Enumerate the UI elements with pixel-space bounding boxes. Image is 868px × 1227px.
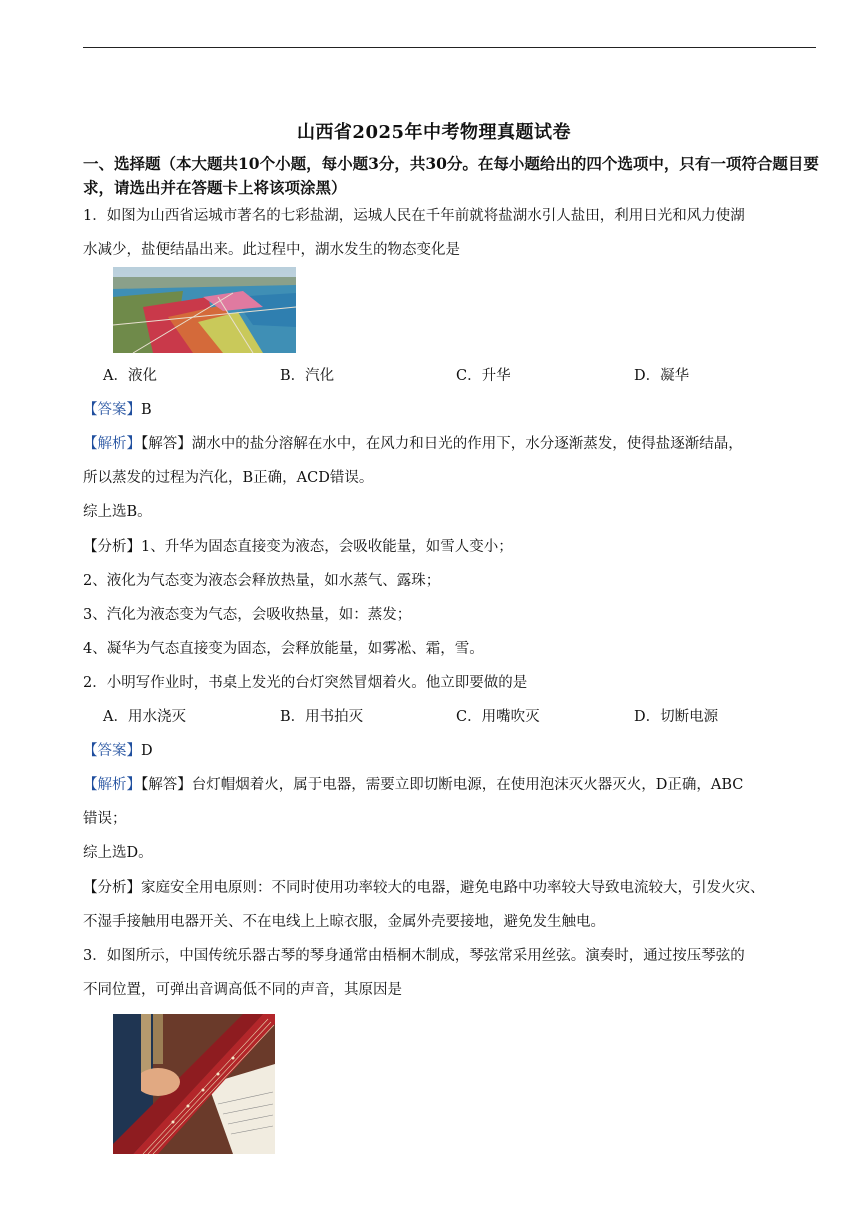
- q1-note-4: 4、凝华为气态直接变为固态，会释放能量，如雾凇、霜，雪。: [83, 641, 484, 657]
- q1-option-a: A．液化: [103, 368, 157, 384]
- q3-stem-line2: 不同位置，可弹出音调高低不同的声音，其原因是: [83, 982, 402, 998]
- salt-lake-photo: [113, 267, 296, 353]
- q1-solution-line1: 【解析】【解答】湖水中的盐分溶解在水中，在风力和日光的作用下，水分逐渐蒸发，使得盐逐渐结晶，: [83, 436, 743, 452]
- q2-solution-line2: 错误；: [83, 811, 127, 827]
- answer-tag: 【答案】: [83, 743, 141, 759]
- q2-note-1: 【分析】家庭安全用电原则：不同时使用功率较大的电器，避免电路中功率较大导致电流较大，引发火灾、: [83, 880, 765, 896]
- header-rule: [83, 47, 816, 48]
- q1-solution-line2: 所以蒸发的过程为汽化，B正确，ACD错误。: [83, 470, 374, 486]
- q2-option-b: B．用书拍灭: [280, 709, 364, 725]
- section-header: 一、选择题（本大题共10个小题，每小题3分，共30分。在每小题给出的四个选项中，只有一项符合题目要求，请选出并在答题卡上将该项涂黑）: [83, 154, 819, 197]
- q1-note-3: 3、汽化为液态变为气态，会吸收热量，如：蒸发；: [83, 607, 412, 623]
- guqin-photo: [113, 1014, 275, 1154]
- q1-note-2: 2、液化为气态变为液态会释放热量，如水蒸气、露珠；: [83, 573, 441, 589]
- q2-note-2: 不湿手接触用电器开关、不在电线上上晾衣服，金属外壳要接地，避免发生触电。: [83, 914, 605, 930]
- q1-option-d: D．凝华: [634, 368, 690, 384]
- q1-conclusion: 综上选B。: [83, 504, 152, 520]
- page-title: 山西省2025年中考物理真题试卷: [296, 122, 572, 143]
- q2-stem-line1: 2．小明写作业时，书桌上发光的台灯突然冒烟着火。他立即要做的是: [83, 675, 528, 691]
- q1-option-b: B．汽化: [280, 368, 335, 384]
- q2-option-a: A．用水浇灭: [103, 709, 186, 725]
- q1-stem-line2: 水减少，盐便结晶出来。此过程中，湖水发生的物态变化是: [83, 242, 460, 258]
- analysis-tag: 【解析】: [83, 436, 141, 452]
- q2-option-d: D．切断电源: [634, 709, 719, 725]
- q1-answer: 【答案】B: [83, 402, 152, 418]
- q2-answer: 【答案】D: [83, 743, 153, 759]
- analysis-tag: 【解析】: [83, 777, 141, 793]
- q1-note-1: 【分析】1、升华为固态直接变为液态，会吸收能量，如雪人变小；: [83, 539, 513, 555]
- q2-conclusion: 综上选D。: [83, 845, 153, 861]
- q1-option-c: C．升华: [456, 368, 511, 384]
- q2-solution-line1: 【解析】【解答】台灯帽烟着火，属于电器，需要立即切断电源，在使用泡沫灭火器灭火，D正确，ABC: [83, 777, 744, 793]
- answer-tag: 【答案】: [83, 402, 141, 418]
- q3-stem-line1: 3．如图所示，中国传统乐器古琴的琴身通常由梧桐木制成，琴弦常采用丝弦。演奏时，通过按压琴弦的: [83, 948, 745, 964]
- q2-option-c: C．用嘴吹灭: [456, 709, 540, 725]
- q1-stem-line1: 1．如图为山西省运城市著名的七彩盐湖，运城人民在千年前就将盐湖水引人盐田，利用日光和风力使湖: [83, 208, 745, 224]
